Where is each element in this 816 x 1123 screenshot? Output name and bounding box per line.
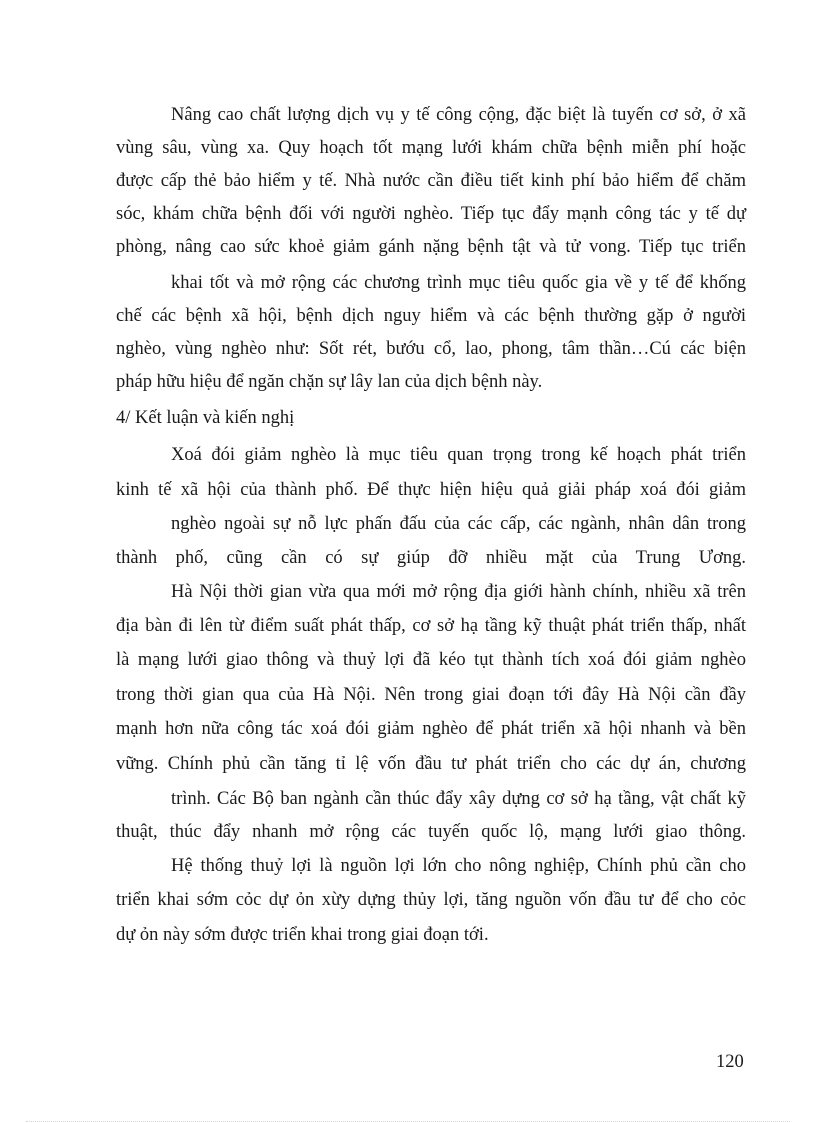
paragraph-line: triển khai sớm cỏc dự ỏn xừy dựng thủy lợi, tăng nguồn vốn đầu tư để cho cỏc — [116, 890, 746, 910]
paragraph-line: vùng sâu, vùng xa. Quy hoạch tốt mạng lưới khám chữa bệnh miễn phí hoặc — [116, 138, 746, 158]
paragraph-line: khai tốt và mở rộng các chương trình mục tiêu quốc gia về y tế để khống — [171, 273, 746, 293]
paragraph-line: được cấp thẻ bảo hiểm y tế. Nhà nước cần điều tiết kinh phí bảo hiểm để chăm — [116, 171, 746, 191]
paragraph-line: nghèo, vùng nghèo như: Sốt rét, bướu cổ, lao, phong, tâm thần…Cú các biện — [116, 339, 746, 359]
paragraph-line: pháp hữu hiệu để ngăn chặn sự lây lan của dịch bệnh này. — [116, 372, 543, 392]
page-number: 120 — [716, 1052, 744, 1072]
paragraph-line: thành phố, cũng cần có sự giúp đỡ nhiều mặt của Trung Ương. — [116, 548, 746, 568]
paragraph-line: dự ỏn này sớm được triển khai trong giai đoạn tới. — [116, 925, 489, 945]
paragraph-line: mạnh hơn nữa công tác xoá đói giảm nghèo để phát triển xã hội nhanh và bền — [116, 719, 746, 739]
paragraph-line: Hà Nội thời gian vừa qua mới mở rộng địa giới hành chính, nhiều xã trên — [171, 582, 746, 602]
paragraph-line: nghèo ngoài sự nỗ lực phấn đấu của các cấp, các ngành, nhân dân trong — [171, 514, 746, 534]
paragraph-line: kinh tế xã hội của thành phố. Để thực hiện hiệu quả giải pháp xoá đói giảm — [116, 480, 746, 500]
paragraph-line: là mạng lưới giao thông và thuỷ lợi đã kéo tụt thành tích xoá đói giảm nghèo — [116, 650, 746, 670]
paragraph-line: chế các bệnh xã hội, bệnh dịch nguy hiểm và các bệnh thường gặp ở người — [116, 306, 746, 326]
paragraph-line: phòng, nâng cao sức khoẻ giảm gánh nặng bệnh tật và tử vong. Tiếp tục triển — [116, 237, 746, 257]
footer-divider — [26, 1121, 790, 1122]
paragraph-line: thuật, thúc đẩy nhanh mở rộng các tuyến quốc lộ, mạng lưới giao thông. — [116, 822, 746, 842]
paragraph-line: trình. Các Bộ ban ngành cần thúc đẩy xây dựng cơ sở hạ tầng, vật chất kỹ — [171, 789, 746, 809]
paragraph-line: vững. Chính phủ cần tăng tỉ lệ vốn đầu tư phát triển cho các dự án, chương — [116, 754, 746, 774]
paragraph-line: địa bàn đi lên từ điểm suất phát thấp, cơ sở hạ tầng kỹ thuật phát triển thấp, nhất — [116, 616, 746, 636]
paragraph-line: Xoá đói giảm nghèo là mục tiêu quan trọng trong kế hoạch phát triển — [171, 445, 746, 465]
section-heading: 4/ Kết luận và kiến nghị — [116, 408, 295, 428]
paragraph-line: Hệ thống thuỷ lợi là nguồn lợi lớn cho nông nghiệp, Chính phủ cần cho — [171, 856, 746, 876]
paragraph-line: trong thời gian qua của Hà Nội. Nên trong giai đoạn tới đây Hà Nội cần đầy — [116, 685, 746, 705]
paragraph-line: Nâng cao chất lượng dịch vụ y tế công cộng, đặc biệt là tuyến cơ sở, ở xã — [171, 105, 746, 125]
paragraph-line: sóc, khám chữa bệnh đối với người nghèo. Tiếp tục đẩy mạnh công tác y tế dự — [116, 204, 746, 224]
